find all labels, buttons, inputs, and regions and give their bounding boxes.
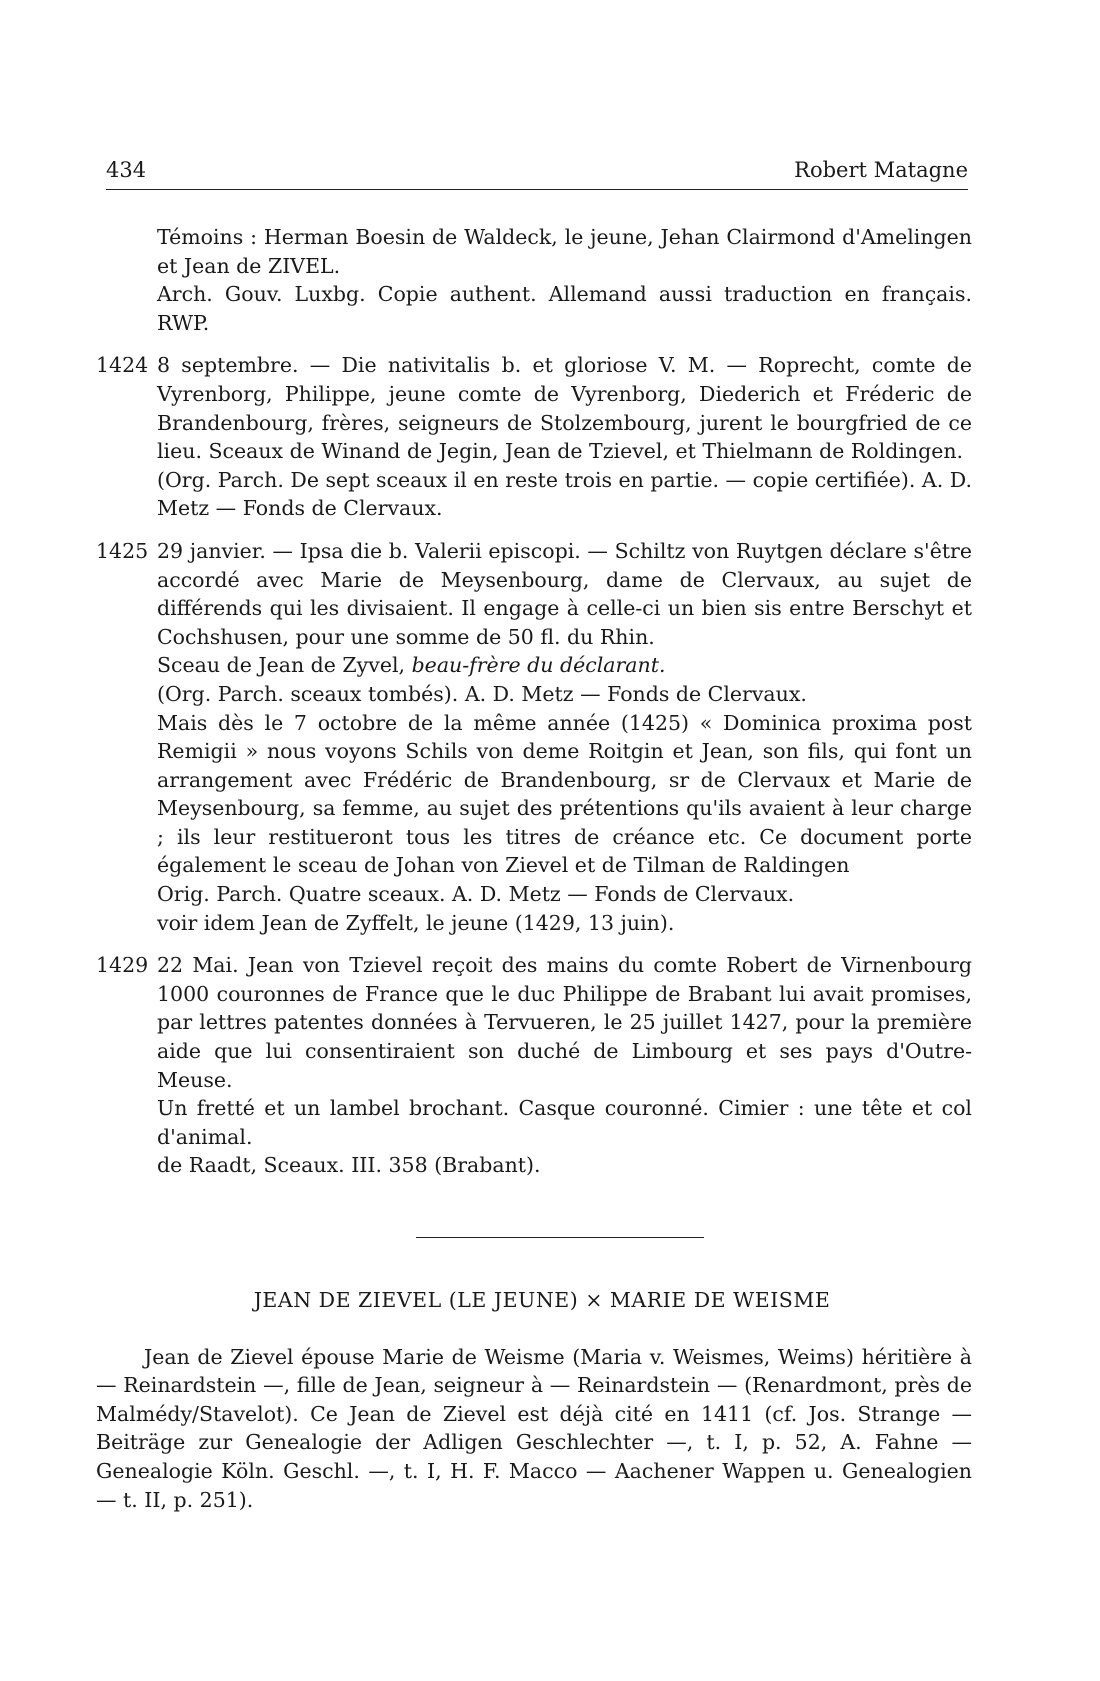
entry-see-also: voir idem Jean de Zyffelt, le jeune (1429, 13 juin). [157, 910, 675, 935]
entry-source: (Org. Parch. De sept sceaux il en reste trois en partie. — copie certifiée). A. D. Metz — Fonds de Clervaux. [157, 467, 972, 521]
section-body: Jean de Zievel épouse Marie de Weisme (Maria v. Weismes, Weims) héritière à — Reinardstein —, fille de Jean, seigneur à — Reinardstein — (Renardmont, près de Malmédy/Stavelot). Ce Jean de Zievel est déjà cité en 1411 (cf. Jos. Strange — Beiträge zur Genealogie der Adligen Geschlechter —, t. I, p. 52, A. Fahne — Genealogie Köln. Geschl. —, t. I, H. F. Macco — Aachener Wappen u. Genealogien — t. II, p. 251). [96, 1344, 972, 1512]
entry-year: 1425 [96, 538, 149, 563]
entry-text: 29 janvier. — Ipsa die b. Valerii episcopi. — Schiltz von Ruytgen déclare s'être accordé avec Marie de Meysenbourg, dame de Clervaux, au sujet de différends qui les divisaient. Il engage à celle-ci un bien sis entre Berschyt et Cochshusen, pour une somme de 50 fl. du Rhin. [157, 538, 972, 649]
entry-1424 [96, 351, 972, 523]
section-divider [416, 1237, 704, 1238]
entry-seal [157, 651, 972, 680]
entry-1425 [96, 537, 972, 937]
page-header [106, 158, 968, 188]
entry-text: 22 Mai. Jean von Tzievel reçoit des mains du comte Robert de Virnenbourg 1000 couronnes de France que le duc Philippe de Brabant lui avait promises, par lettres patentes données à Tervueren, le 25 juillet 1427, pour la première aide que lui consentiraient son duché de Limbourg et ses pays d'Outre-Meuse. [157, 953, 972, 1092]
entry-note: Mais dès le 7 octobre de la même année (1425) « Dominica proxima post Remigii » nous voyons Schils von deme Roitgin et Jean, son fils, qui font un arrangement avec Frédéric de Brandenbourg, sr de Clervaux et Marie de Meysenbourg, sa femme, au sujet des prétentions qu'ils avaient à leur charge ; ils leur restitueront tous les titres de créance etc. Ce document porte également le sceau de Johan von Zievel et de Tilman de Raldingen [157, 710, 972, 878]
entry-text: 8 septembre. — Die nativitalis b. et gloriose V. M. — Roprecht, comte de Vyrenborg, Philippe, jeune comte de Vyrenborg, Diederich et Fréderic de Brandenbourg, frères, seigneurs de Stolzembourg, jurent le bourgfried de ce lieu. Sceaux de Winand de Jegin, Jean de Tzievel, et Thielmann de Roldingen. [157, 353, 972, 464]
entry-source: (Org. Parch. sceaux tombés). A. D. Metz — Fonds de Clervaux. [157, 681, 807, 706]
seal-italic-text: beau-frère du déclarant. [411, 653, 666, 678]
running-head-author: Robert Matagne [794, 158, 968, 182]
entry-source: de Raadt, Sceaux. III. 358 (Brabant). [157, 1153, 541, 1178]
header-rule [106, 189, 968, 190]
entry-year: 1424 [96, 353, 149, 378]
entry-year: 1429 [96, 953, 149, 978]
seal-text: Sceau de Jean de Zyvel, [157, 653, 412, 678]
entry-note-source: Orig. Parch. Quatre sceaux. A. D. Metz — Fonds de Clervaux. [157, 882, 795, 907]
section-title: JEAN DE ZIEVEL (LE JEUNE) × MARIE DE WEISME [253, 1288, 831, 1312]
entry-1429 [96, 951, 972, 1180]
page-number: 434 [106, 158, 147, 182]
continuation-block [96, 223, 972, 337]
entry-heraldry: Un fretté et un lambel brochant. Casque couronné. Cimier : une tête et col d'animal. [157, 1096, 972, 1149]
archive-source: Arch. Gouv. Luxbg. Copie authent. Allemand aussi traduction en français. RWP. [157, 282, 972, 335]
witnesses-text: Témoins : Herman Boesin de Waldeck, le jeune, Jehan Clairmond d'Amelingen et Jean de ZIVEL. [157, 225, 972, 278]
page-content [96, 223, 972, 1514]
